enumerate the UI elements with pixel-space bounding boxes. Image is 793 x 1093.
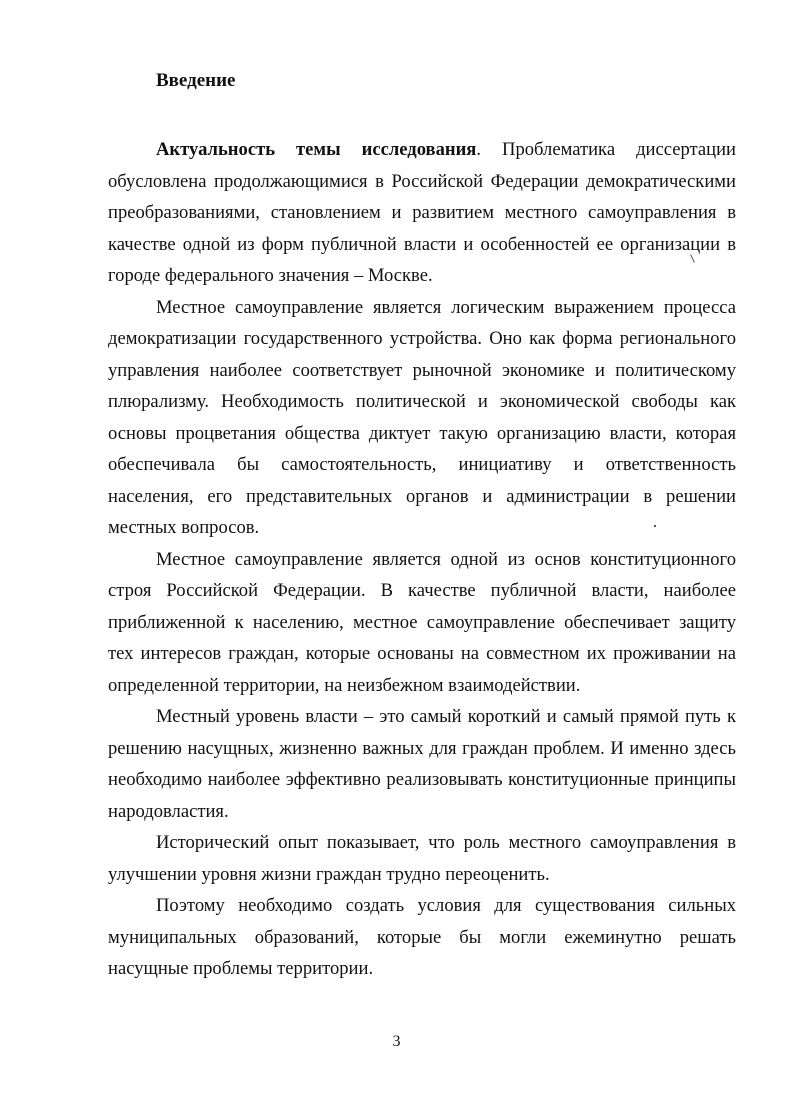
paragraph-3: Местное самоуправление является одной из основ конституционного строя Российской Федерации. В качестве публичной власти, наиболее приближенной к населению, местное самоуправление обеспечивает защиту тех интересов граждан, которые основаны на совместном их проживании на определенной территории, на неизбежном взаимодействии. <box>108 548 736 696</box>
paragraph-lead: Актуальность темы исследования <box>156 139 477 160</box>
paragraph-4: Местный уровень власти – это самый короткий и самый прямой путь к решению насущных, жизненно важных для граждан проблем. И именно здесь необходимо наиболее эффективно реализовывать конституционные принципы народовластия. <box>108 706 736 822</box>
scan-dot <box>654 525 656 527</box>
paragraph-5: Исторический опыт показывает, что роль местного самоуправления в улучшении уровня жизни граждан трудно переоценить. <box>108 832 736 885</box>
paragraph-6: Поэтому необходимо создать условия для существования сильных муниципальных образований, которые бы могли ежеминутно решать насущные проблемы территории. <box>108 895 736 979</box>
document-body <box>108 134 736 985</box>
page-number: 3 <box>392 1033 401 1050</box>
paragraph-1 <box>108 134 736 292</box>
paragraph-text: . Проблематика диссертации обусловлена продолжающимися в Российской Федерации демократическими преобразованиями, становлением и развитием местного самоуправления в качестве одной из форм публичной власти и особенностей ее организации в городе федерального значения – Москве. <box>108 139 736 286</box>
page-title: Введение <box>156 70 236 91</box>
paragraph-2: Местное самоуправление является логическим выражением процесса демократизации государственного устройства. Оно как форма регионального управления наиболее соответствует рыночной экономике и политическому плюрализму. Необходимость политической и экономической свободы как основы процветания общества диктует такую организацию власти, которая обеспечивала бы самостоятельность, инициативу и ответственность населения, его представительных органов и администрации в решении местных вопросов. <box>108 296 736 538</box>
